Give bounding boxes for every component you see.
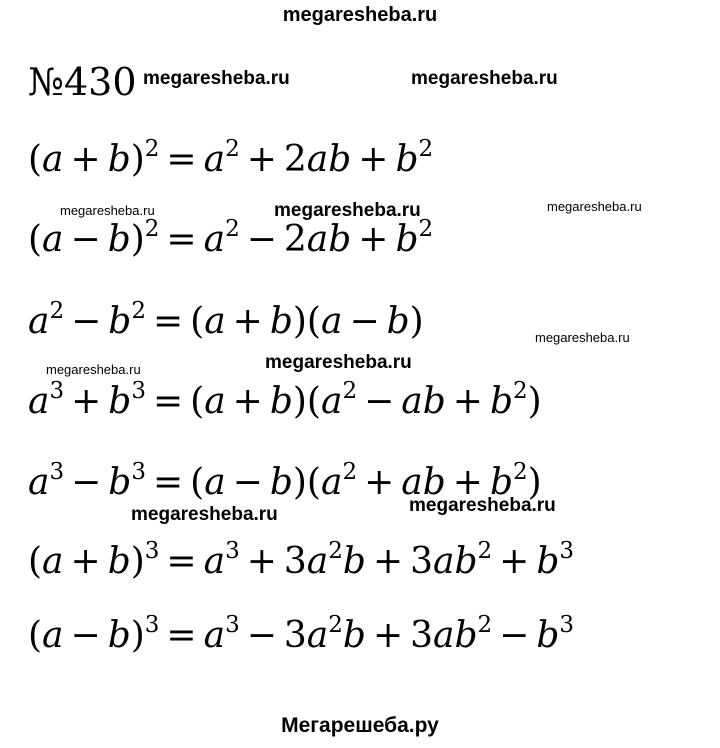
site-header: megaresheba.ru [282,4,438,26]
watermark: megaresheba.ru [535,330,630,345]
watermark: megaresheba.ru [274,200,421,221]
formula-sum-of-cubes: $a^3 + b^3 = (a + b)(a^2$ − ab + $b^2$) [28,378,542,422]
watermark: megaresheba.ru [547,199,642,214]
watermark: megaresheba.ru [46,362,141,377]
formula-square-of-difference: $(a - b)^2 = a^2 - 2ab + b^2$ [28,216,434,260]
site-footer: Мегарешеба.ру [281,714,439,737]
watermark: megaresheba.ru [143,68,290,89]
problem-number: №430 [28,60,137,104]
watermark: megaresheba.ru [411,68,558,89]
watermark: megaresheba.ru [131,504,278,525]
formula-difference-of-cubes: $a^3 - b^3 = (a - b)(a^2$ + ab + $b^2$) [28,459,542,503]
watermark: megaresheba.ru [409,495,556,516]
formula-difference-of-squares: $a^2 - b^2 = (a + b)(a - b)$ [28,298,424,342]
watermark: megaresheba.ru [60,203,155,218]
formula-square-of-sum: $(a + b)^2 = a^2 + 2ab + b^2$ [28,136,434,180]
formula-cube-of-difference: $(a - b)^3 = a^3 - 3a^2b + 3ab^2 - b^3$ [28,612,575,656]
formula-cube-of-sum: $(a + b)^3 = a^3 + 3a^2b + 3ab^2 + b^3$ [28,538,575,582]
watermark: megaresheba.ru [265,352,412,373]
